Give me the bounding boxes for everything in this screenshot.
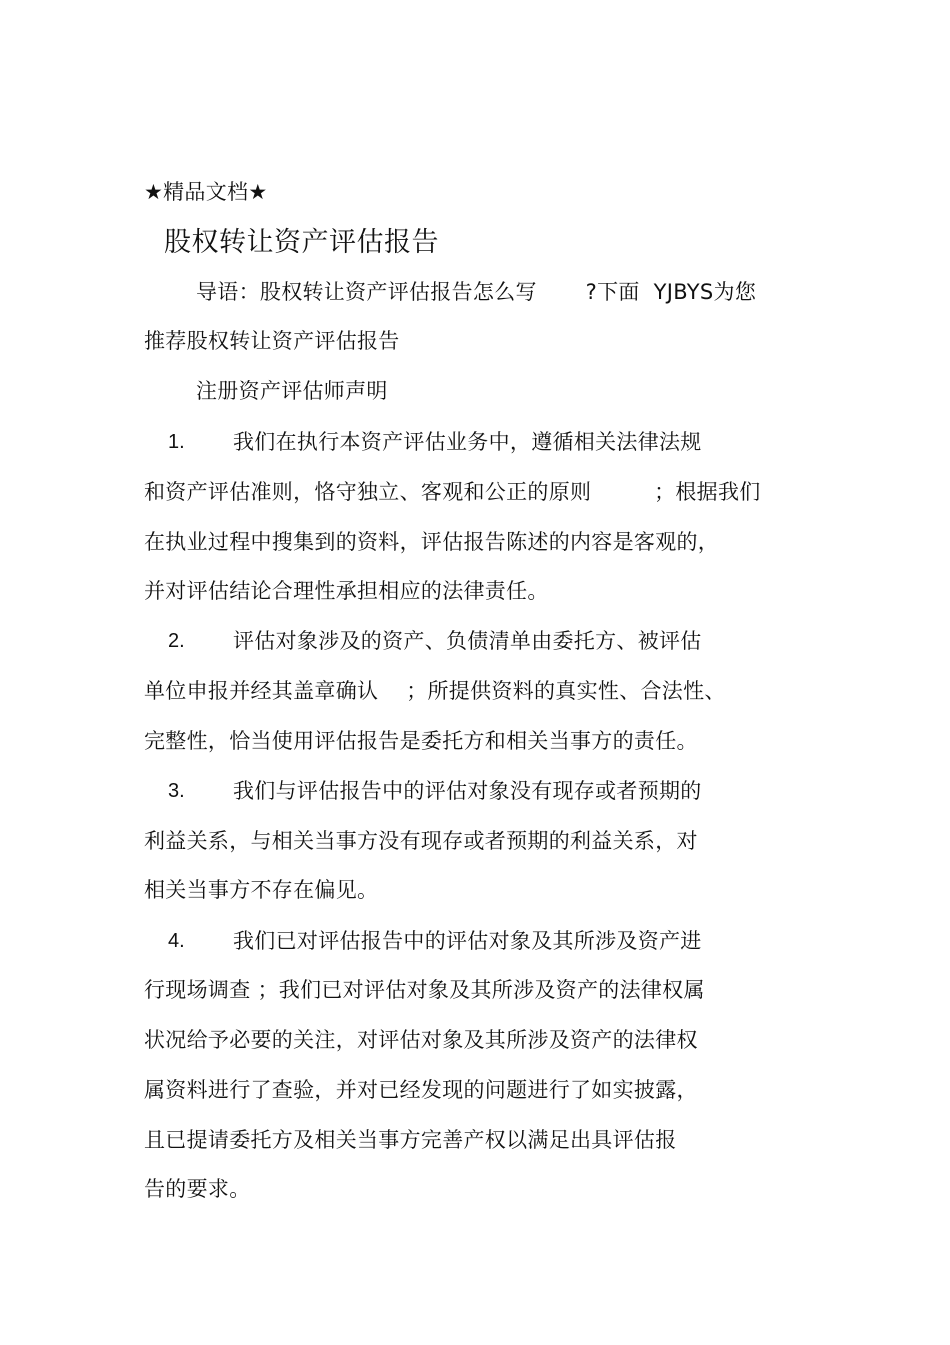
item-number: 1. <box>168 431 185 453</box>
intro-line-2: 推荐股权转让资产评估报告 <box>144 329 400 353</box>
item-line: 告的要求。 <box>144 1177 251 1201</box>
item-line: 我们在执行本资产评估业务中，遵循相关法律法规 <box>233 430 702 454</box>
item-line: 我们与评估报告中的评估对象没有现存或者预期的 <box>233 779 702 803</box>
item-line: 我们已对评估报告中的评估对象及其所涉及资产进 <box>233 929 702 953</box>
item-line: 属资料进行了查验，并对已经发现的问题进行了如实披露， <box>144 1078 698 1102</box>
item-line: 相关当事方不存在偏见。 <box>144 878 379 902</box>
item-line: 状况给予必要的关注，对评估对象及其所涉及资产的法律权 <box>144 1028 698 1052</box>
item-line: 在执业过程中搜集到的资料，评估报告陈述的内容是客观的， <box>144 530 720 554</box>
item-line: 和资产评估准则，恪守独立、客观和公正的原则 ；根据我们 <box>144 480 761 504</box>
intro-line-1: 导语：股权转让资产评估报告怎么写 ?下面 YJBYS为您 <box>196 280 757 304</box>
item-number: 4. <box>168 930 185 952</box>
item-line: 且已提请委托方及相关当事方完善产权以满足出具评估报 <box>144 1128 677 1152</box>
item-line: 单位申报并经其盖章确认 ；所提供资料的真实性、合法性、 <box>144 679 726 703</box>
item-number: 3. <box>168 780 185 802</box>
item-line: 评估对象涉及的资产、负债清单由委托方、被评估 <box>233 629 702 653</box>
item-line: 利益关系，与相关当事方没有现存或者预期的利益关系，对 <box>144 829 698 853</box>
document-title: 股权转让资产评估报告 <box>164 227 439 258</box>
header-mark: ★精品文档★ <box>144 180 268 204</box>
section-heading: 注册资产评估师声明 <box>196 379 388 403</box>
item-line: 并对评估结论合理性承担相应的法律责任。 <box>144 579 549 603</box>
item-line: 完整性，恰当使用评估报告是委托方和相关当事方的责任。 <box>144 729 698 753</box>
item-number: 2. <box>168 630 185 652</box>
item-line: 行现场调查 ；我们已对评估对象及其所涉及资产的法律权属 <box>144 978 705 1002</box>
